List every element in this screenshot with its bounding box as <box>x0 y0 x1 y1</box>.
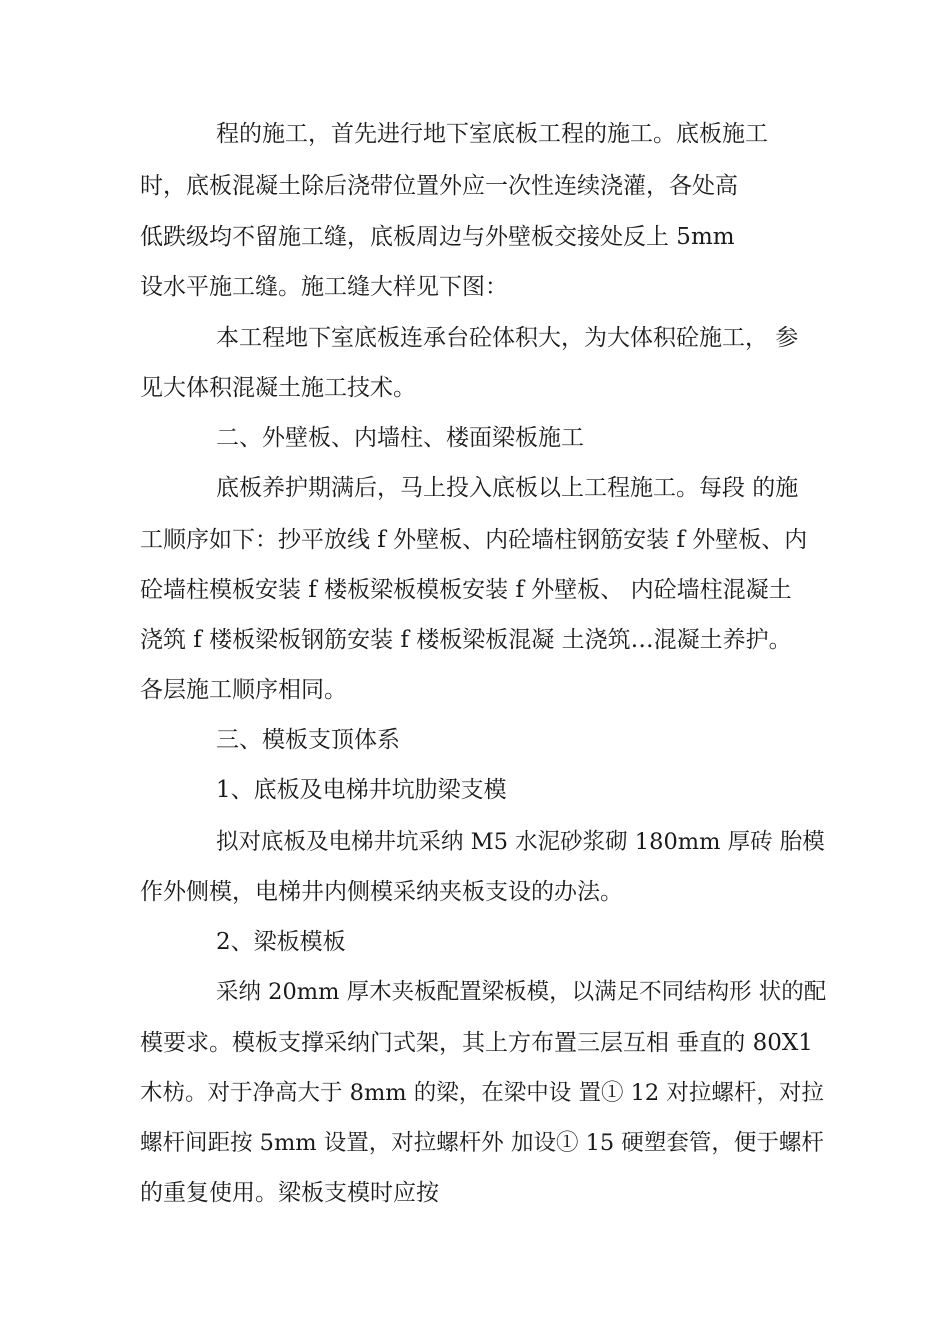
text-line: 时，底板混凝土除后浇带位置外应一次性连续浇灌，各处高 <box>140 173 738 199</box>
text-line: 程的施工，首先进行地下室底板工程的施工。底板施工 <box>216 121 768 147</box>
text-line: 的重复使用。梁板支模时应按 <box>140 1180 439 1206</box>
text-line: 作外侧模，电梯井内侧模采纳夹板支设的办法。 <box>140 879 623 905</box>
text-line: 见大体积混凝土施工技术。 <box>140 375 416 401</box>
text-line: 拟对底板及电梯井坑采纳 M5 水泥砂浆砌 180mm 厚砖 胎模 <box>216 829 825 855</box>
text-line: 模要求。模板支撑采纳门式架，其上方布置三层互相 垂直的 80X1 <box>140 1030 813 1056</box>
text-line: 螺杆间距按 5mm 设置，对拉螺杆外 加设① 15 硬塑套管，便于螺杆 <box>140 1130 824 1156</box>
text-line: 低跌级均不留施工缝，底板周边与外壁板交接处反上 5mm <box>140 224 735 250</box>
section-heading: 三、模板支顶体系 <box>216 727 400 753</box>
text-line: 底板养护期满后，马上投入底板以上工程施工。每段 的施 <box>216 475 799 501</box>
section-heading: 二、外壁板、内墙柱、楼面梁板施工 <box>216 425 584 451</box>
text-line: 各层施工顺序相同。 <box>140 677 347 703</box>
text-line: 本工程地下室底板连承台砼体积大，为大体积砼施工， 参 <box>216 325 799 351</box>
subsection-heading: 2、梁板模板 <box>216 929 346 955</box>
text-line: 浇筑 f 楼板梁板钢筋安装 f 楼板梁板混凝 土浇筑…混凝土养护。 <box>140 627 792 653</box>
text-line: 工顺序如下：抄平放线 f 外壁板、内砼墙柱钢筋安装 f 外壁板、内 <box>140 527 808 553</box>
text-line: 木枋。对于净高大于 8mm 的梁，在梁中设 置① 12 对拉螺杆，对拉 <box>140 1080 824 1106</box>
text-line: 设水平施工缝。施工缝大样见下图： <box>140 274 508 300</box>
subsection-heading: 1、底板及电梯井坑肋梁支模 <box>216 777 507 803</box>
text-line: 采纳 20mm 厚木夹板配置梁板模，以满足不同结构形 状的配 <box>216 979 827 1005</box>
text-line: 砼墙柱模板安装 f 楼板梁板模板安装 f 外壁板、 内砼墙柱混凝土 <box>140 577 792 603</box>
